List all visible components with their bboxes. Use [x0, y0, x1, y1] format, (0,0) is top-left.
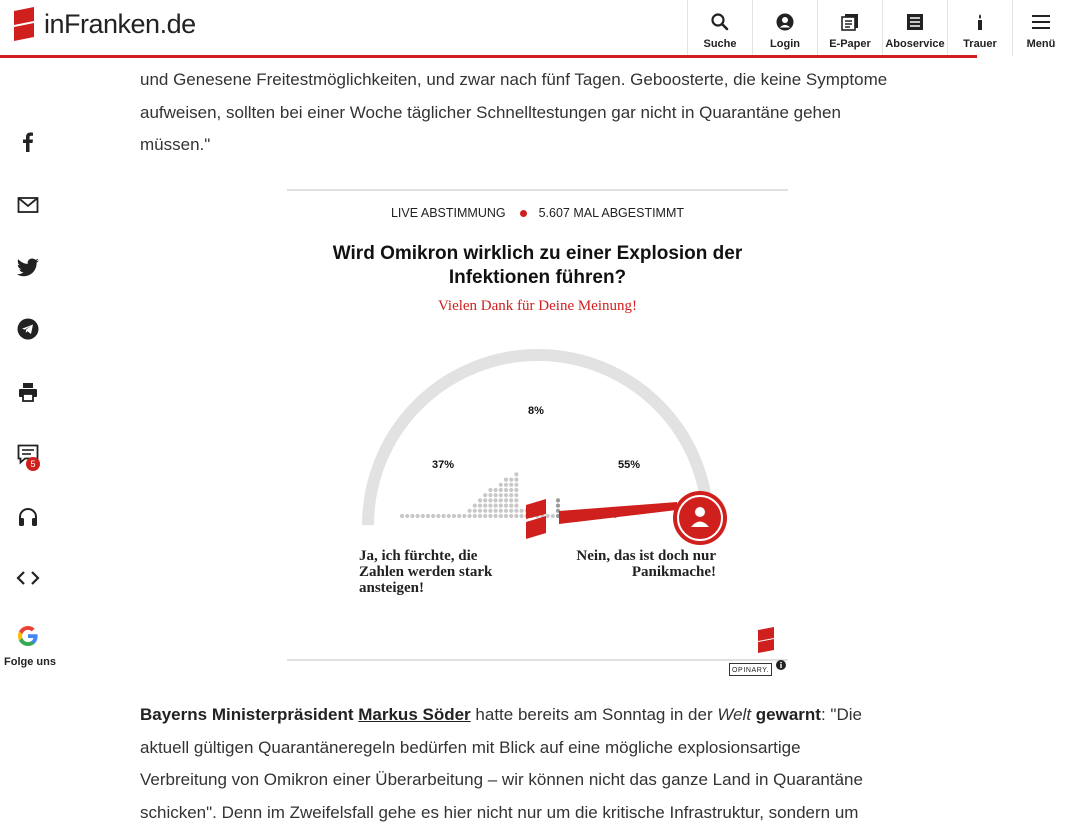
epaper-icon: [840, 12, 860, 32]
search-icon: [710, 12, 730, 32]
main-nav: [687, 0, 1069, 56]
vote-dot: [473, 514, 477, 518]
user-avatar-icon: [695, 507, 705, 517]
poll-thanks: Vielen Dank für Deine Meinung!: [437, 298, 638, 314]
paragraph-line: aufweisen, sollten bei einer Woche täglicher Schnelltestungen gar nicht in Quarantäne gehen: [140, 102, 841, 122]
vote-dot: [504, 504, 508, 508]
live-dot: [520, 210, 527, 217]
article-paragraph-1: [140, 64, 930, 162]
logo-mark-icon: [12, 7, 36, 41]
facebook-icon: [16, 130, 40, 154]
vote-dot: [520, 509, 524, 513]
share-facebook[interactable]: [0, 122, 56, 162]
telegram-icon: [16, 317, 40, 341]
percent-mid: 8%: [528, 405, 544, 417]
google-icon: [16, 624, 40, 648]
percent-right: 55%: [618, 459, 641, 471]
bold-gewarnt: gewarnt: [755, 705, 821, 724]
hamburger-icon: [1031, 12, 1051, 32]
vote-dot: [499, 483, 503, 487]
nav-label: Login: [770, 38, 800, 50]
logo-text: inFranken.de: [44, 8, 196, 39]
vote-dot: [494, 514, 498, 518]
vote-dot: [504, 478, 508, 482]
vote-dot: [509, 488, 513, 492]
vote-dot: [442, 514, 446, 518]
paragraph-line: schicken". Denn im Zweifelsfall gehe es hier nicht nur um die kritische Infrastruktur, sondern um: [140, 802, 859, 822]
bold-lead: Bayerns Ministerpräsident: [140, 705, 359, 724]
share-twitter[interactable]: [0, 247, 56, 287]
vote-dot: [483, 514, 487, 518]
vote-dot: [488, 509, 492, 513]
user-icon: [775, 12, 795, 32]
vote-dot: [514, 504, 518, 508]
vote-dot: [556, 504, 560, 508]
header-accent-line: [0, 55, 977, 58]
selection-knob[interactable]: [673, 491, 727, 545]
vote-dot: [478, 498, 482, 502]
paragraph-line: [140, 699, 930, 732]
vote-dot: [514, 493, 518, 497]
vote-dot: [494, 504, 498, 508]
aboservice-icon: [905, 12, 925, 32]
nav-label: E-Paper: [829, 38, 871, 50]
vote-dot: [509, 498, 513, 502]
paragraph-line: und Genesene Freitestmöglichkeiten, und zwar nach fünf Tagen. Geboosterte, die keine Symptome: [140, 70, 888, 89]
nav-label: Menü: [1026, 38, 1056, 50]
share-telegram[interactable]: [0, 309, 56, 349]
option-right-line: Nein, das ist doch nur: [576, 548, 716, 564]
opinary-logo: OPINARY.: [729, 663, 772, 676]
option-left-line: Ja, ich fürchte, die: [359, 548, 478, 564]
vote-dot: [509, 514, 513, 518]
percent-left: 37%: [432, 459, 455, 471]
paragraph-line: aktuell gültigen Quarantäneregeln bedürfen mit Blick auf eine mögliche explosionsartige: [140, 737, 801, 757]
vote-dot: [421, 514, 425, 518]
vote-dot: [514, 483, 518, 487]
vote-dot: [473, 504, 477, 508]
share-embed[interactable]: [0, 558, 56, 598]
vote-dot: [447, 514, 451, 518]
link-markus-soeder[interactable]: Markus Söder: [358, 705, 471, 724]
share-google[interactable]: [0, 616, 56, 656]
vote-dot: [499, 514, 503, 518]
vote-dot: [514, 488, 518, 492]
nav-epaper[interactable]: [817, 0, 882, 56]
vote-dot: [494, 488, 498, 492]
vote-dot: [499, 509, 503, 513]
nav-label: Suche: [703, 38, 737, 50]
vote-dot: [483, 509, 487, 513]
share-audio[interactable]: [0, 497, 56, 537]
vote-dot: [478, 509, 482, 513]
inframe-logo-icon: [757, 627, 775, 653]
vote-dot: [514, 514, 518, 518]
poll-widget: [287, 189, 788, 661]
vote-dot: [488, 504, 492, 508]
text-fragment: : "Die: [820, 705, 862, 724]
vote-dot: [494, 493, 498, 497]
vote-dot: [499, 504, 503, 508]
vote-dot: [509, 483, 513, 487]
vote-dot: [514, 498, 518, 502]
vote-dot: [431, 514, 435, 518]
vote-dot: [509, 478, 513, 482]
vote-dot: [520, 514, 524, 518]
vote-dot: [509, 504, 513, 508]
twitter-icon: [16, 255, 40, 279]
vote-dot: [514, 478, 518, 482]
vote-dot: [488, 488, 492, 492]
vote-dot: [509, 493, 513, 497]
comments-count-badge: 5: [26, 457, 40, 471]
vote-dot: [504, 498, 508, 502]
vote-dot: [551, 514, 555, 518]
share-comments[interactable]: [0, 434, 56, 474]
nav-label: Aboservice: [885, 38, 945, 50]
paragraph-line: Verbreitung von Omikron einer Überarbeitung – wir können nicht das ganze Land in Quarantäne: [140, 770, 863, 789]
vote-dot: [499, 488, 503, 492]
vote-dot: [416, 514, 420, 518]
option-right-line: Panikmache!: [631, 564, 716, 580]
vote-dot: [494, 498, 498, 502]
vote-dot: [488, 498, 492, 502]
vote-dot: [478, 504, 482, 508]
poll-question: Wird Omikron wirklich zu einer Explosion der Infektionen führen?: [332, 243, 743, 288]
vote-dot: [473, 509, 477, 513]
text-fragment: hatte bereits am Sonntag in der: [470, 705, 718, 724]
share-mail[interactable]: [0, 185, 56, 225]
vote-dot: [494, 509, 498, 513]
vote-dot: [504, 509, 508, 513]
option-left-line: ansteigen!: [359, 580, 424, 596]
site-logo[interactable]: [12, 6, 196, 42]
vote-dot: [468, 514, 472, 518]
vote-dot: [488, 493, 492, 497]
vote-dot: [504, 483, 508, 487]
vote-dot: [546, 514, 550, 518]
nav-trauer[interactable]: [947, 0, 1012, 56]
vote-dot: [504, 514, 508, 518]
vote-dot: [483, 493, 487, 497]
embed-icon: [16, 566, 40, 590]
live-label: LIVE ABSTIMMUNG: [390, 206, 506, 220]
vote-dot: [509, 509, 513, 513]
headphones-icon: [16, 505, 40, 529]
vote-dot: [410, 514, 414, 518]
nav-suche[interactable]: [687, 0, 752, 56]
vote-dot: [478, 514, 482, 518]
site-header: [0, 0, 1069, 56]
vote-dot: [514, 509, 518, 513]
follow-label[interactable]: Folge uns: [4, 656, 56, 668]
vote-dot: [504, 493, 508, 497]
candle-icon: [970, 12, 990, 32]
vote-dot: [488, 514, 492, 518]
italic-welt: Welt: [717, 705, 752, 724]
vote-dot: [400, 514, 404, 518]
vote-dot: [468, 509, 472, 513]
nav-menu[interactable]: [1012, 0, 1069, 56]
article-paragraph-2: [140, 699, 930, 829]
gauge-needle: [559, 502, 677, 524]
vote-dot: [436, 514, 440, 518]
vote-dot: [483, 504, 487, 508]
vote-dot: [556, 498, 560, 502]
info-icon[interactable]: [776, 660, 786, 670]
vote-dot: [483, 498, 487, 502]
nav-login[interactable]: [752, 0, 817, 56]
vote-dot: [499, 498, 503, 502]
gauge-arc: [368, 355, 708, 525]
print-icon: [16, 380, 40, 404]
option-left[interactable]: [359, 548, 492, 596]
vote-dot: [426, 514, 430, 518]
mail-icon: [16, 193, 40, 217]
opinary-credit[interactable]: [729, 663, 786, 676]
vote-dot: [452, 514, 456, 518]
gauge-logo-icon: [526, 499, 546, 539]
poll-meta: [287, 206, 788, 220]
votes-label: 5.607 MAL ABGESTIMMT: [538, 206, 685, 220]
vote-dot: [462, 514, 466, 518]
nav-label: Trauer: [963, 38, 997, 50]
nav-aboservice[interactable]: [882, 0, 947, 56]
option-right[interactable]: [559, 548, 716, 580]
share-print[interactable]: [0, 372, 56, 412]
paragraph-line: müssen.": [140, 135, 211, 154]
vote-dot: [499, 493, 503, 497]
vote-dot: [457, 514, 461, 518]
vote-dot: [405, 514, 409, 518]
vote-dot: [514, 472, 518, 476]
option-left-line: Zahlen werden stark: [359, 564, 493, 580]
vote-dot: [504, 488, 508, 492]
